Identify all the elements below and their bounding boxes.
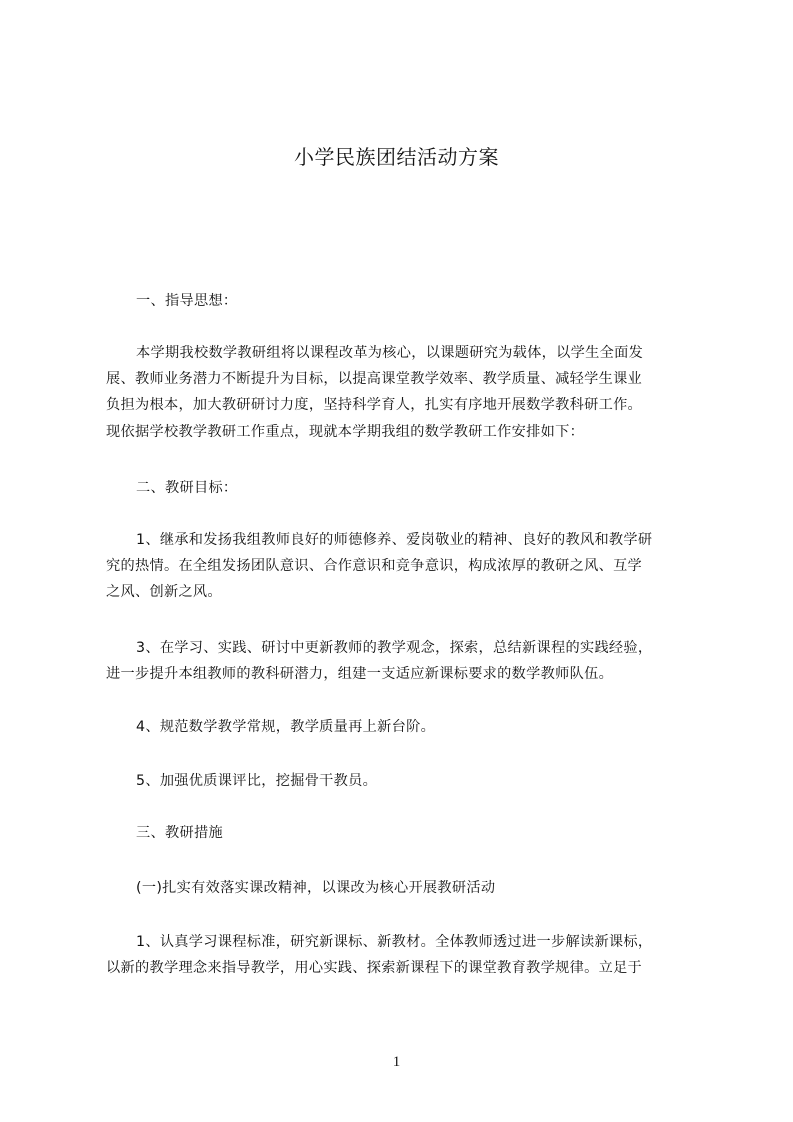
subheading-measure-1: [106, 875, 702, 901]
paragraph-goal-3: [106, 635, 702, 687]
paragraph-measure-1: [106, 929, 702, 981]
heading-text: 三、教研措施: [136, 825, 223, 841]
paragraph-line: 究的热情。在全组发扬团队意识、合作意识和竞争意识，构成浓厚的教研之风、互学: [106, 558, 643, 575]
paragraph-line: 之风、创新之风。: [106, 584, 222, 601]
section-heading-guiding-ideology: [106, 288, 702, 314]
paragraph-line: 3、在学习、实践、研讨中更新教师的教学观念，探索，总结新课程的实践经验，: [136, 640, 653, 656]
paragraph-line: 5、加强优质课评比，挖掘骨干教员。: [136, 773, 378, 789]
page-number: 1: [392, 1054, 401, 1070]
paragraph-goal-4: [106, 714, 702, 740]
paragraph-line: 本学期我校数学教研组将以课程改革为核心，以课题研究为载体，以学生全面发: [136, 345, 644, 361]
section-heading-research-measures: [106, 820, 702, 846]
subheading-text: (一)扎实有效落实课改精神，以课改为核心开展教研活动: [136, 880, 496, 896]
paragraph-line: 4、规范数学教学常规，教学质量再上新台阶。: [136, 719, 436, 735]
paragraph-line: 现依据学校教学教研工作重点，现就本学期我组的数学教研工作安排如下：: [106, 423, 585, 440]
paragraph-line: 进一步提升本组教师的教科研潜力，组建一支适应新课标要求的数学教师队伍。: [106, 666, 614, 683]
paragraph-goal-1: [106, 527, 702, 606]
section-heading-research-goals: [106, 475, 702, 501]
paragraph-line: 以新的教学理念来指导教学，用心实践、探索新课程下的课堂教育教学规律。立足于: [106, 960, 643, 977]
document-title: 小学民族团结活动方案: [294, 145, 499, 169]
paragraph-guiding-ideology: [106, 340, 702, 445]
paragraph-goal-5: [106, 768, 702, 794]
paragraph-line: 展、教师业务潜力不断提升为目标，以提高课堂教学效率、教学质量、减轻学生课业: [106, 371, 643, 388]
heading-text: 一、指导思想：: [136, 293, 238, 309]
paragraph-line: 1、继承和发扬我组教师良好的师德修养、爱岗敬业的精神、良好的教风和教学研: [136, 532, 653, 548]
paragraph-line: 负担为根本，加大教研研讨力度，坚持科学育人，扎实有序地开展数学教科研工作。: [106, 397, 643, 414]
paragraph-line: 1、认真学习课程标准，研究新课标、新教材。全体教师透过进一步解读新课标，: [136, 934, 653, 950]
heading-text: 二、教研目标：: [136, 480, 238, 496]
